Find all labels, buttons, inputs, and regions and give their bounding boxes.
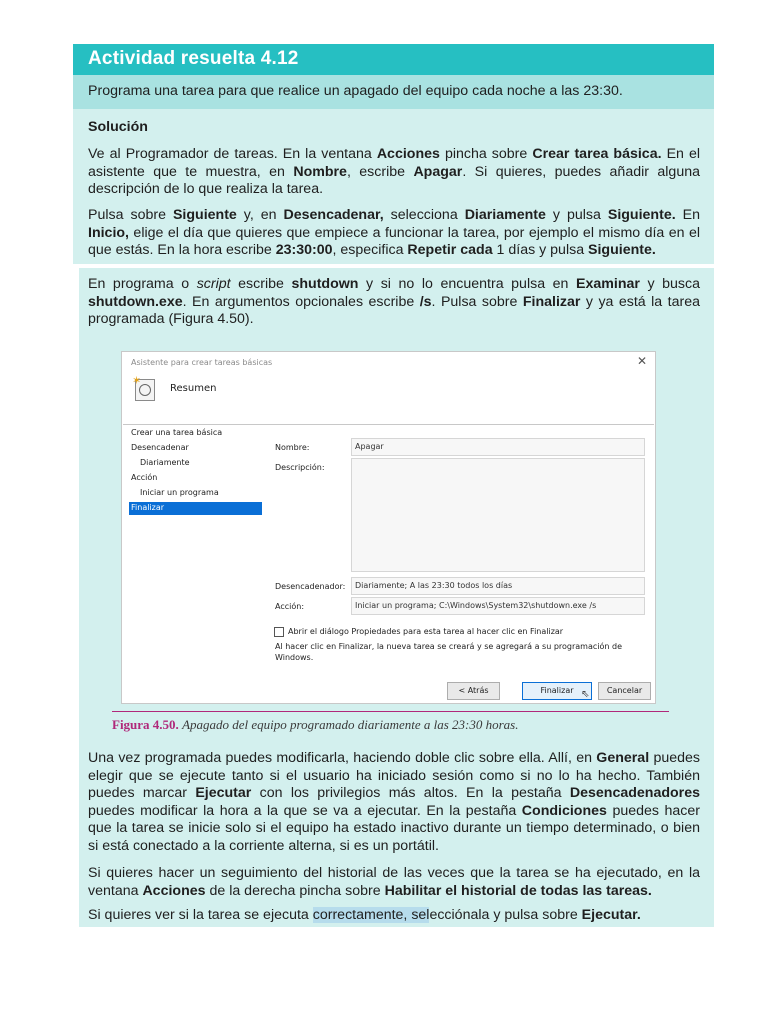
finish-button-label: Finalizar <box>540 686 574 695</box>
figure-caption-text: Apagado del equipo programado diariamente a las 23:30 horas. <box>182 717 519 732</box>
figure-caption <box>112 717 518 733</box>
dialog-title: Asistente para crear tareas básicas <box>131 358 273 367</box>
name-field <box>351 438 645 456</box>
body-paragraph-3: Si quieres ver si la tarea se ejecuta correctamente, selecciónala y pulsa sobre Ejecutar. <box>88 907 641 923</box>
cancel-button[interactable]: Cancelar <box>598 682 651 700</box>
dialog-separator <box>123 424 654 425</box>
mouse-cursor-icon: ⇖ <box>581 689 590 700</box>
description-field <box>351 458 645 572</box>
body-paragraph-1: Una vez programada puedes modificarla, haciendo doble clic sobre ella. Allí, en General puedes elegir que se ejecute tanto si el usuario ha iniciado sesión como si no lo ha hecho. También puedes marcar Ejecutar con los privilegios más altos. En la pestaña Desencadenadores puedes modificar la hora a la que se va a ejecutar. En la pestaña Condiciones puedes hacer que la tarea se inicie solo si el equipo ha estado inactivo durante un tiempo determinado, o bien si está conectado a la corriente alterna, si es un portátil. <box>88 750 700 854</box>
nav-start-program[interactable]: Iniciar un programa <box>140 488 219 497</box>
nav-action[interactable]: Acción <box>131 473 158 482</box>
close-icon[interactable]: ✕ <box>637 354 648 368</box>
solution-label: Solución <box>88 119 148 135</box>
finish-button[interactable] <box>522 682 592 700</box>
activity-statement: Programa una tarea para que realice un apagado del equipo cada noche a las 23:30. <box>88 83 623 99</box>
dialog-heading: Resumen <box>170 383 217 394</box>
nav-trigger[interactable]: Desencadenar <box>131 443 189 452</box>
trigger-label: Desencadenador: <box>275 582 346 591</box>
name-label: Nombre: <box>275 443 310 452</box>
action-label: Acción: <box>275 602 305 611</box>
page-break <box>73 264 714 268</box>
open-properties-checkbox[interactable] <box>274 627 284 637</box>
trigger-value: Diariamente; A las 23:30 todos los días <box>355 581 513 590</box>
activity-title: Actividad resuelta 4.12 <box>88 48 299 69</box>
nav-create-task[interactable]: Crear una tarea básica <box>131 428 223 437</box>
name-value: Apagar <box>355 442 384 451</box>
solution-paragraph-2: Pulsa sobre Siguiente y, en Desencadenar, selecciona Diariamente y pulsa Siguiente. En Inicio, elige el día que quieres que empiece a funcionar la tarea, por ejemplo el mismo día en el que estás. En la hora escribe 23:30:00, especifica Repetir cada 1 días y pulsa Siguiente. <box>88 207 700 259</box>
caption-rule <box>112 711 669 712</box>
action-value: Iniciar un programa; C:\Windows\System32\shutdown.exe /s <box>355 601 597 610</box>
figure-number: Figura 4.50. <box>112 717 179 732</box>
description-label: Descripción: <box>275 463 325 472</box>
sparkle-icon: ✶ <box>132 374 142 387</box>
task-clock-icon <box>132 374 155 401</box>
info-text-line2: Windows. <box>275 653 314 662</box>
page-break-edge <box>73 264 79 927</box>
checkbox-label: Abrir el diálogo Propiedades para esta tarea al hacer clic en Finalizar <box>288 627 564 636</box>
task-wizard-dialog <box>121 351 656 704</box>
body-paragraph-2: Si quieres hacer un seguimiento del historial de las veces que la tarea se ha ejecutado, en la ventana Acciones de la derecha pincha sobre Habilitar el historial de todas las tareas. <box>88 865 700 899</box>
info-text-line1: Al hacer clic en Finalizar, la nueva tarea se creará y se agregará a su programación de <box>275 642 622 651</box>
back-button[interactable]: < Atrás <box>447 682 500 700</box>
nav-finish[interactable]: Finalizar <box>131 503 165 512</box>
nav-daily[interactable]: Diariamente <box>140 458 190 467</box>
solution-paragraph-1: Ve al Programador de tareas. En la ventana Acciones pincha sobre Crear tarea básica. En el asistente que te muestra, en Nombre, escribe Apagar. Si quieres, puedes añadir alguna descripción de lo que realiza la tarea. <box>88 146 701 198</box>
solution-paragraph-3: En programa o script escribe shutdown y si no lo encuentra pulsa en Examinar y busca shutdown.exe. En argumentos opcionales escribe /s. Pulsa sobre Finalizar y ya está la tarea programada (Figura 4.50). <box>88 276 701 328</box>
